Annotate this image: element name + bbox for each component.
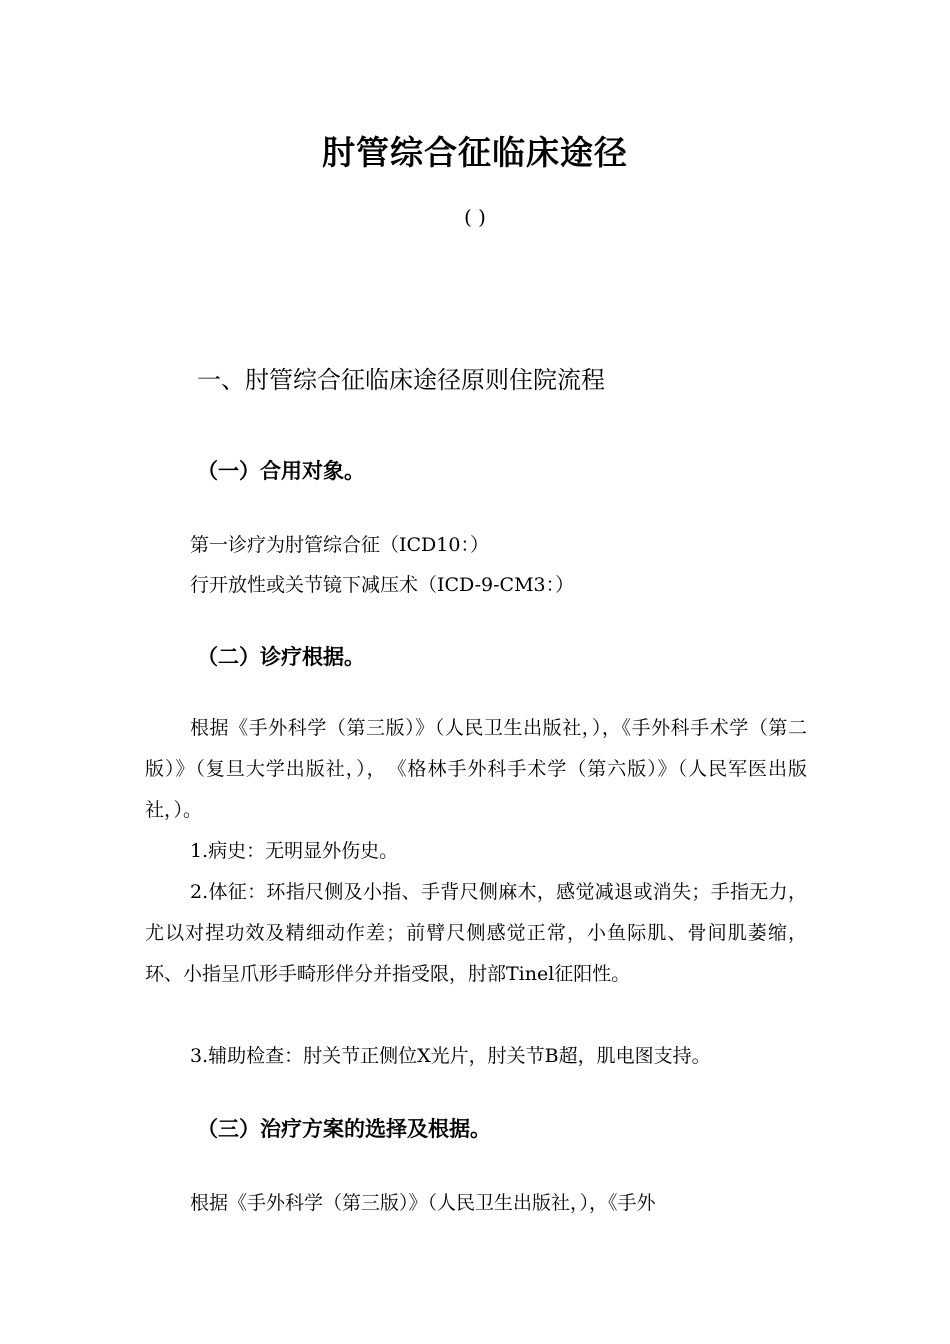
diagnosis-item-signs: 2.体征：环指尺侧及小指、手背尺侧麻木，感觉减退或消失；手指无力，尤以对捏功效及精细动作差；前臂尺侧感觉正常，小鱼际肌、骨间肌萎缩，环、小指呈爪形手畸形伴分并指受限，肘部Tinel征阳性。 [145, 881, 807, 985]
document-title: 肘管综合征临床途径 [322, 133, 628, 172]
treatment-reference-paragraph: 根据《手外科学（第三版）》（人民卫生出版社，），《手外 [190, 1192, 656, 1214]
subsection-heading-1: （一）合用对象。 [197, 459, 365, 483]
document-subtitle: ( ) [464, 205, 486, 229]
section-heading-1: 一、肘管综合征临床途径原则住院流程 [197, 366, 605, 394]
scope-line-2: 行开放性或关节镜下减压术（ICD-9-CM3：） [190, 574, 575, 596]
diagnosis-item-exams: 3.辅助检查：肘关节正侧位X光片，肘关节B超，肌电图支持。 [190, 1045, 711, 1067]
subsection-heading-2: （二）诊疗根据。 [197, 645, 365, 669]
diagnosis-reference-paragraph: 根据《手外科学（第三版）》（人民卫生出版社，），《手外科手术学（第二版）》（复旦大学出版社，）， 《格林手外科手术学（第六版）》（人民军医出版社，）。 [145, 717, 807, 821]
scope-line-1: 第一诊疗为肘管综合征（ICD10：） [190, 534, 489, 556]
diagnosis-item-history: 1.病史：无明显外伤史。 [190, 840, 399, 862]
subsection-heading-3: （三）治疗方案的选择及根据。 [197, 1117, 491, 1141]
